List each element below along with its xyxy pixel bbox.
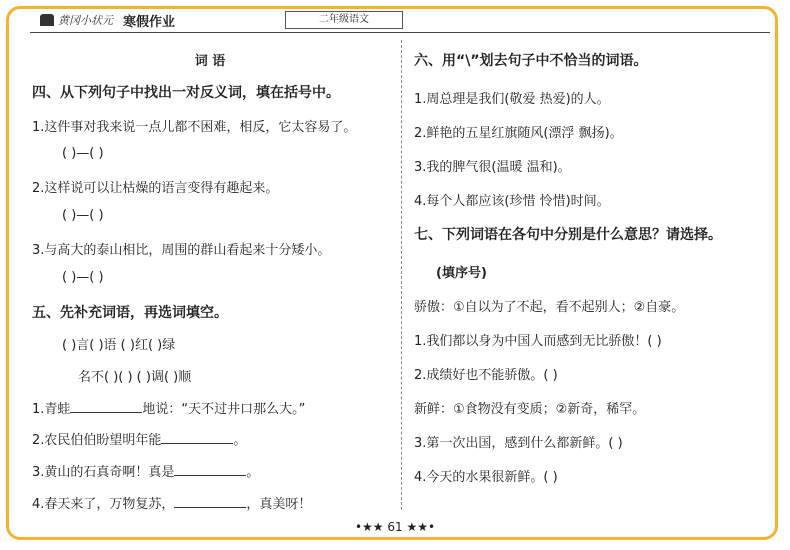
q6-sentence-1: 1.周总理是我们(敬爱 热爱)的人。 <box>414 92 610 107</box>
q5-fill-3 <box>32 461 259 480</box>
period: 。 <box>246 465 260 480</box>
logo-text: 黄冈小状元 <box>58 14 113 27</box>
series-title: 寒假作业 <box>123 14 176 30</box>
q5-words-row-1: ( )言( )语 ( )红( )绿 <box>62 338 176 353</box>
q7-heading: 七、下列词语在各句中分别是什么意思？请选择。 <box>414 227 722 243</box>
fill-blank[interactable] <box>174 495 246 508</box>
q5-fill-1 <box>32 398 305 417</box>
q5-fill-1-prefix: 1.青蛙 <box>32 402 71 417</box>
q4-heading: 四、从下列句子中找出一对反义词，填在括号中。 <box>32 85 340 101</box>
q6-sentence-4: 4.每个人都应该(珍惜 怜惜)时间。 <box>414 194 610 209</box>
q4-answer-2: ( )—( ) <box>62 208 104 223</box>
q4-answer-3: ( )—( ) <box>62 270 104 285</box>
q7-definition-2: 新鲜：①食物没有变质；②新奇，稀罕。 <box>414 402 646 417</box>
fill-blank[interactable] <box>70 400 142 413</box>
q5-fill-2 <box>32 429 246 448</box>
q5-fill-2-prefix: 2.农民伯伯盼望明年能 <box>32 433 162 448</box>
q7-subheading: (填序号) <box>436 266 487 281</box>
fill-blank[interactable] <box>161 431 233 444</box>
q6-sentence-2: 2.鲜艳的五星红旗随风(漂浮 飘扬)。 <box>414 126 623 141</box>
right-column <box>400 0 790 550</box>
q6-sentence-3: 3.我的脾气很(温暖 温和)。 <box>414 160 571 175</box>
q5-words-row-2: 名不( )( ) ( )调( )顺 <box>78 370 192 385</box>
q5-fill-4-suffix: ，真美呀！ <box>246 497 312 512</box>
q5-fill-4 <box>32 493 311 512</box>
q5-fill-1-suffix: 地说：“天不过井口那么大。” <box>142 402 306 417</box>
period: 。 <box>233 433 247 448</box>
q5-heading: 五、先补充词语，再选词填空。 <box>32 305 228 321</box>
page-number: •★★ 61 ★★• <box>354 520 436 534</box>
fill-blank[interactable] <box>174 463 246 476</box>
q6-heading: 六、用“\”划去句子中不恰当的词语。 <box>414 53 648 69</box>
q7-sentence-2: 2.成绩好也不能骄傲。( ) <box>414 368 558 383</box>
q4-sentence-1: 1.这件事对我来说一点儿都不困难，相反，它太容易了。 <box>32 120 357 135</box>
q5-fill-3-prefix: 3.黄山的石真奇啊！真是 <box>32 465 175 480</box>
q4-sentence-2: 2.这样说可以让枯燥的语言变得有趣起来。 <box>32 181 279 196</box>
q4-answer-1: ( )—( ) <box>62 146 104 161</box>
grade-label: 二年级语文 <box>285 11 403 29</box>
q5-fill-4-prefix: 4.春天来了，万物复苏， <box>32 497 175 512</box>
q7-sentence-3: 3.第一次出国，感到什么都新鲜。( ) <box>414 436 623 451</box>
q7-sentence-1: 1.我们都以身为中国人而感到无比骄傲！( ) <box>414 334 662 349</box>
q4-sentence-3: 3.与高大的泰山相比，周围的群山看起来十分矮小。 <box>32 243 331 258</box>
section-title: 词 语 <box>194 54 226 69</box>
q7-definition-1: 骄傲：①自以为了不起，看不起别人；②自豪。 <box>414 300 685 315</box>
q7-sentence-4: 4.今天的水果很新鲜。( ) <box>414 470 558 485</box>
